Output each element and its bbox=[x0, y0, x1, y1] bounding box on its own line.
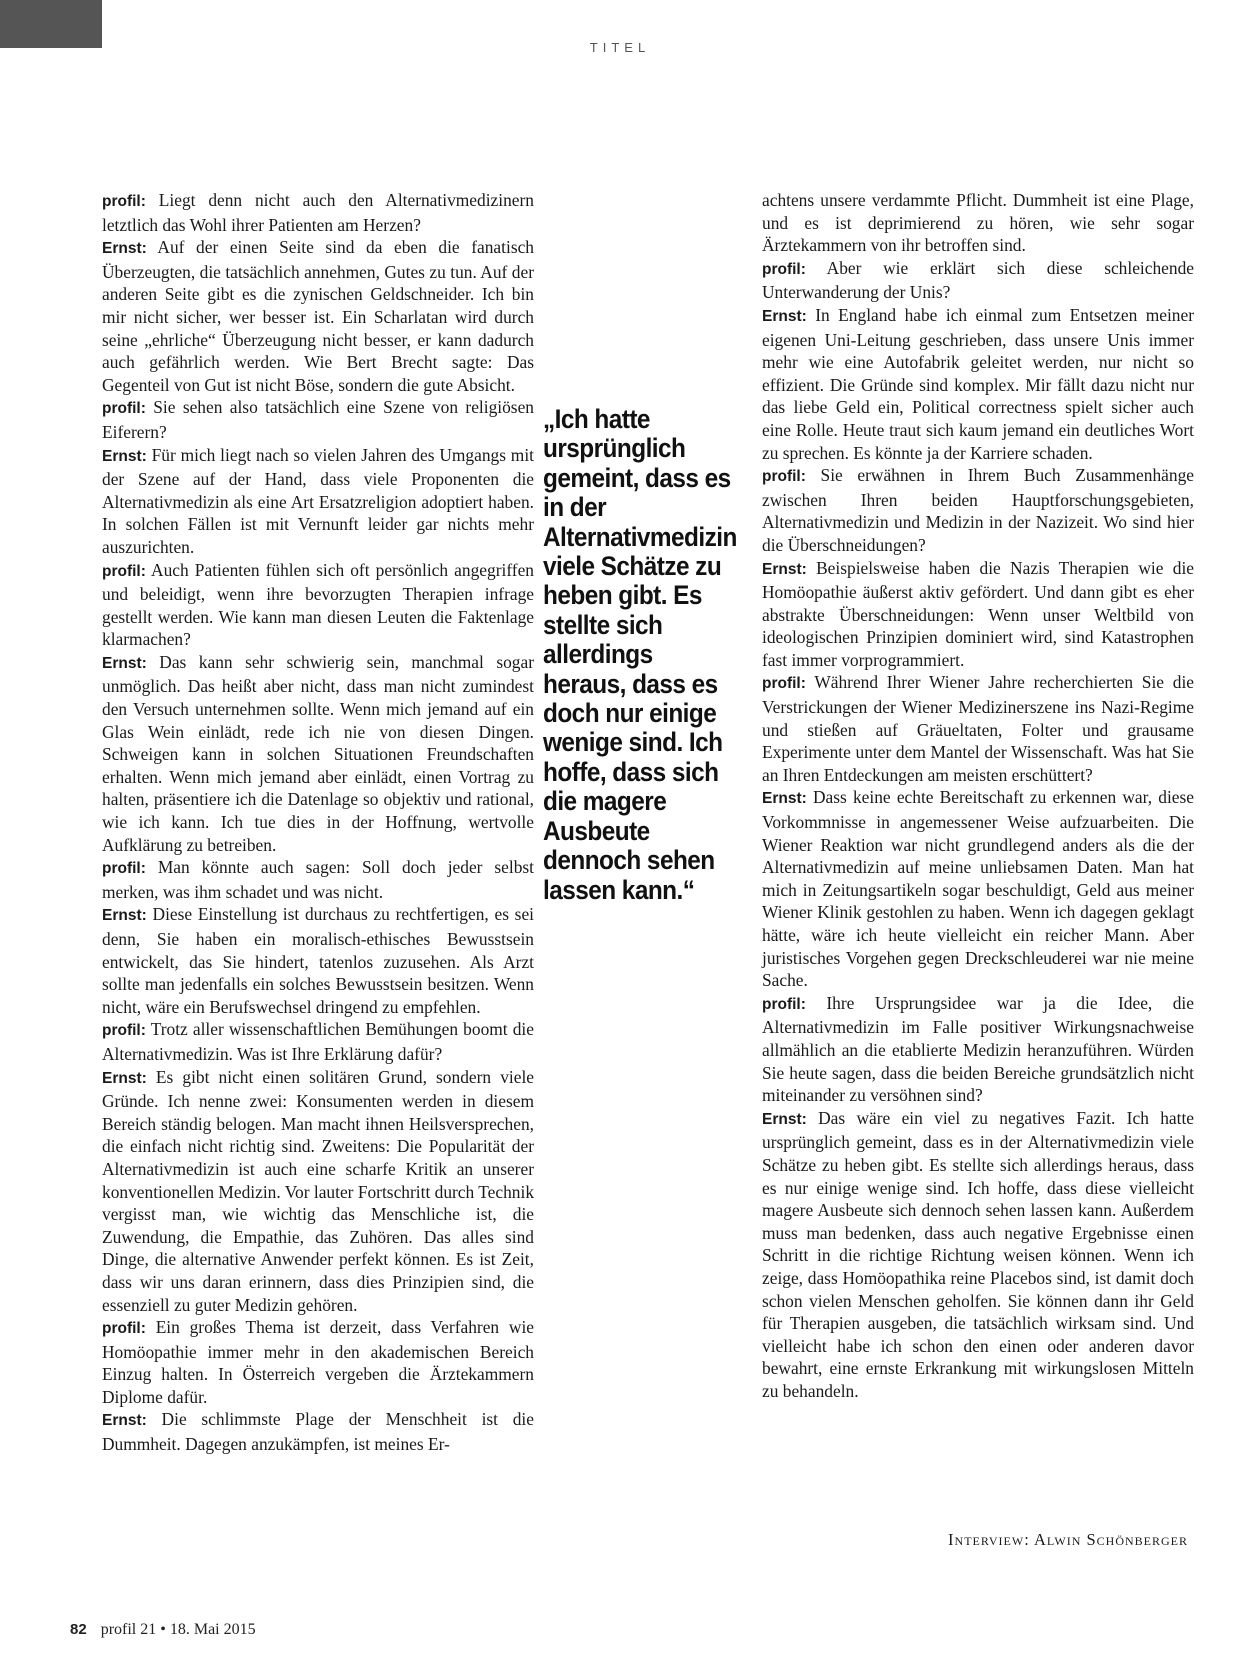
interview-paragraph bbox=[102, 1066, 534, 1317]
interview-paragraph bbox=[102, 856, 534, 903]
speaker-label: Ernst: bbox=[762, 560, 807, 578]
interview-paragraph bbox=[102, 396, 534, 443]
speaker-label: Ernst: bbox=[102, 240, 147, 258]
speaker-label: profil: bbox=[102, 860, 146, 878]
paragraph-text: Auf der einen Seite sind da eben die fanatisch Überzeugten, die tatsächlich annehmen, Gutes zu tun. Auf der anderen Seite gibt es die zynischen Geldschneider. Ich bin mir nicht sicher, wer besser ist. Ein Scharlatan wird durch seine „ehrliche“ Überzeugung nicht besser, er kann dadurch auch gefährlich werden. Wie Bert Brecht sagte: Das Gegenteil von Gut ist nicht Böse, sondern die gute Absicht. bbox=[102, 237, 534, 395]
speaker-label: Ernst: bbox=[102, 1069, 147, 1087]
interview-paragraph bbox=[762, 189, 1194, 257]
paragraph-text: Dass keine echte Bereitschaft zu erkennen war, diese Vorkommnisse in angemessener Weise aufzuarbeiten. Die Wiener Reaktion war nicht grundlegend anders als die der Alternativmedizin auf meine unliebsamen Daten. Man hat mich in Zeitungsartikeln sogar beschuldigt, Geld aus meiner Wiener Klinik gestohlen zu haben. Wenn ich dagegen geklagt hätte, wäre ich heute vielleicht ein reicher Mann. Aber juristisches Vorgehen gegen Dreckschleuderei war nie meine Sache. bbox=[762, 787, 1194, 991]
paragraph-text: Die schlimmste Plage der Menschheit ist die Dummheit. Dagegen anzukämpfen, ist meines Er- bbox=[102, 1409, 534, 1455]
speaker-label: Ernst: bbox=[762, 1110, 807, 1128]
page-footer bbox=[70, 1621, 256, 1639]
interview-paragraph bbox=[102, 1018, 534, 1065]
interview-paragraph bbox=[762, 464, 1194, 556]
speaker-label: Ernst: bbox=[102, 907, 147, 925]
speaker-label: Ernst: bbox=[762, 307, 807, 325]
interview-paragraph bbox=[102, 189, 534, 236]
speaker-label: profil: bbox=[102, 562, 146, 580]
paragraph-text: Sie erwähnen in Ihrem Buch Zusammenhänge zwischen Ihren beiden Hauptforschungsgebieten, Alternativmedizin und Medizin in der Nazizeit. Wo sind hier die Überschneidungen? bbox=[762, 465, 1194, 555]
interview-paragraph bbox=[762, 257, 1194, 304]
pull-quote: „Ich hatte ursprünglich gemeint, dass es in der Alternativmedizin viele Schätze zu heben gibt. Es stellte sich allerdings heraus, dass es doch nur einige wenige sind. Ich hoffe, dass sich die magere Ausbeute dennoch sehen lassen kann.“ bbox=[543, 404, 737, 905]
speaker-label: profil: bbox=[102, 400, 146, 418]
speaker-label: profil: bbox=[102, 1320, 146, 1338]
interview-paragraph bbox=[102, 559, 534, 651]
interview-paragraph bbox=[102, 1316, 534, 1408]
speaker-label: Ernst: bbox=[102, 654, 147, 672]
paragraph-text: achtens unsere verdammte Pflicht. Dummheit ist eine Plage, und es ist deprimierend zu hören, wie sehr sogar Ärztekammern von ihr betroffen sind. bbox=[762, 190, 1194, 256]
interview-credit: Interview: Alwin Schönberger bbox=[948, 1530, 1188, 1549]
speaker-label: profil: bbox=[102, 193, 146, 210]
interview-paragraph bbox=[102, 1408, 534, 1455]
paragraph-text: Ein großes Thema ist derzeit, dass Verfahren wie Homöopathie immer mehr in den akademischen Bereich Einzug halten. In Österreich vergeben die Ärztekammern Diplome dafür. bbox=[102, 1317, 534, 1407]
speaker-label: profil: bbox=[102, 1022, 146, 1040]
interview-paragraph bbox=[102, 444, 534, 559]
interview-paragraph bbox=[762, 557, 1194, 672]
interview-paragraph bbox=[102, 236, 534, 396]
interview-paragraph bbox=[762, 786, 1194, 991]
article-column-right bbox=[762, 189, 1194, 1402]
paragraph-text: Beispielsweise haben die Nazis Therapien wie die Homöopathie äußerst aktiv gefördert. Und dann gibt es eher abstrakte Überschneidungen: Wenn unser Weltbild von ideologischen Prinzipien dominiert wird, sind Katastrophen fast immer vorprogrammiert. bbox=[762, 557, 1194, 670]
paragraph-text: Sie sehen also tatsächlich eine Szene von religiösen Eiferern? bbox=[102, 397, 534, 442]
paragraph-text: Für mich liegt nach so vielen Jahren des Umgangs mit der Szene auf der Hand, dass viele Proponenten die Alternativmedizin als eine Art Ersatzreligion adoptiert haben. In solchen Fällen ist mit Vernunft leider gar nichts mehr auszurichten. bbox=[102, 444, 534, 557]
page-number: 82 bbox=[70, 1621, 87, 1638]
paragraph-text: Man könnte auch sagen: Soll doch jeder selbst merken, was ihm schadet und was nicht. bbox=[102, 857, 534, 902]
interview-paragraph bbox=[762, 304, 1194, 464]
issue-info: profil 21 • 18. Mai 2015 bbox=[100, 1621, 256, 1638]
interview-paragraph bbox=[762, 992, 1194, 1107]
article-column-left bbox=[102, 189, 534, 1456]
speaker-label: profil: bbox=[762, 995, 806, 1013]
interview-paragraph bbox=[102, 651, 534, 856]
paragraph-text: Ihre Ursprungsidee war ja die Idee, die Alternativmedizin im Falle positiver Wirkungsnachweise allmählich an die etablierte Medizin heranzuführen. Würden Sie heute sagen, dass die beiden Bereiche grundsätzlich nicht miteinander zu versöhnen sind? bbox=[762, 992, 1194, 1106]
paragraph-text: Das wäre ein viel zu negatives Fazit. Ich hatte ursprünglich gemeint, dass es in der Alternativmedizin viele Schätze zu heben gibt. Es stellte sich allerdings heraus, dass es nur einige wenige sind. Ich hoffe, dass diese vielleicht magere Ausbeute sich dennoch sehen lassen kann. Außerdem muss man bedenken, dass auch negative Ergebnisse einen Schritt in die richtige Richtung weisen können. Wenn ich zeige, dass Homöopathika reine Placebos sind, ist damit doch schon vielen Menschen geholfen. Sie können dann ihr Geld für Therapien ausgeben, die tatsächlich wirksam sind. Und vielleicht habe ich schon den einen oder anderen davor bewahrt, eine ernste Erkrankung mit wirkungslosen Mitteln zu behandeln. bbox=[762, 1107, 1194, 1401]
interview-paragraph bbox=[102, 903, 534, 1018]
paragraph-text: Trotz aller wissenschaftlichen Bemühungen boomt die Alternativmedizin. Was ist Ihre Erklärung dafür? bbox=[102, 1019, 534, 1064]
paragraph-text: Aber wie erklärt sich diese schleichende Unterwanderung der Unis? bbox=[762, 257, 1194, 303]
speaker-label: profil: bbox=[762, 468, 806, 486]
paragraph-text: In England habe ich einmal zum Entsetzen meiner eigenen Uni-Leitung geschrieben, dass unsere Unis immer mehr wie eine Autofabrik geleitet werden, nur nicht so effizient. Die Gründe sind komplex. Mir fällt dazu nicht nur das liebe Geld ein, Political correctness spielt sicher auch eine Rolle. Heute traut sich kaum jemand ein deutliches Wort zu sprechen. Es könnte ja der Karriere schaden. bbox=[762, 304, 1194, 463]
speaker-label: profil: bbox=[762, 675, 806, 693]
paragraph-text: Das kann sehr schwierig sein, manchmal sogar unmöglich. Das heißt aber nicht, dass man nicht zumindest den Versuch unternehmen sollte. Wenn mich jemand auf ein Glas Wein einlädt, rede ich nie von diesen Dingen. Schweigen kann in solchen Situationen Freundschaften erhalten. Wenn mich jemand aber einlädt, einen Vortrag zu halten, präsentiere ich die Datenlage so objektiv und rational, wie ich kann. Ich tue dies in der Hoffnung, wertvolle Aufklärung zu betreiben. bbox=[102, 651, 534, 855]
section-label: TITEL bbox=[589, 40, 651, 55]
paragraph-text: Liegt denn nicht auch den Alternativmedizinern letztlich das Wohl ihrer Patienten am Herzen? bbox=[102, 190, 534, 235]
interview-paragraph bbox=[762, 671, 1194, 786]
speaker-label: Ernst: bbox=[102, 1412, 147, 1430]
paragraph-text: Während Ihrer Wiener Jahre recherchierten Sie die Verstrickungen der Wiener Medizinerszene ins Nazi-Regime und stießen auf Gräueltaten, Folter und grausame Experimente unter dem Mantel der Wissenschaft. Was hat Sie an Ihren Entdeckungen am meisten erschüttert? bbox=[762, 672, 1194, 785]
speaker-label: profil: bbox=[762, 260, 806, 278]
interview-paragraph bbox=[762, 1107, 1194, 1403]
speaker-label: Ernst: bbox=[762, 790, 807, 808]
paragraph-text: Diese Einstellung ist durchaus zu rechtfertigen, es sei denn, Sie haben ein moralisch-ethisches Bewusstsein entwickelt, das Sie hindert, tatenlos zuzusehen. Als Arzt sollte man jedenfalls ein solches Bewusstsein besitzen. Wenn nicht, wäre ein Berufswechsel dringend zu empfehlen. bbox=[102, 904, 534, 1017]
speaker-label: Ernst: bbox=[102, 447, 147, 465]
paragraph-text: Auch Patienten fühlen sich oft persönlich angegriffen und beleidigt, wenn ihre bevorzugten Therapien infrage gestellt werden. Wie kann man diesen Leuten die Faktenlage klarmachen? bbox=[102, 559, 535, 650]
paragraph-text: Es gibt nicht einen solitären Grund, sondern viele Gründe. Ich nenne zwei: Konsumenten werden in diesem Bereich ständig belogen. Man macht ihnen Heilsversprechen, die einfach nicht richtig sind. Zweitens: Die Popularität der Alternativmedizin ist auch eine scharfe Kritik an unserer konventionellen Medizin. Vor lauter Fortschritt durch Technik vergisst man, wie wichtig das Menschliche ist, die Zuwendung, die Empathie, das Zuhören. Das alles sind Dinge, die alternative Anwender perfekt können. Es ist Zeit, dass wir uns daran erinnern, dass dies Prinzipien sind, die essenziell zu guter Medizin gehören. bbox=[102, 1066, 535, 1315]
